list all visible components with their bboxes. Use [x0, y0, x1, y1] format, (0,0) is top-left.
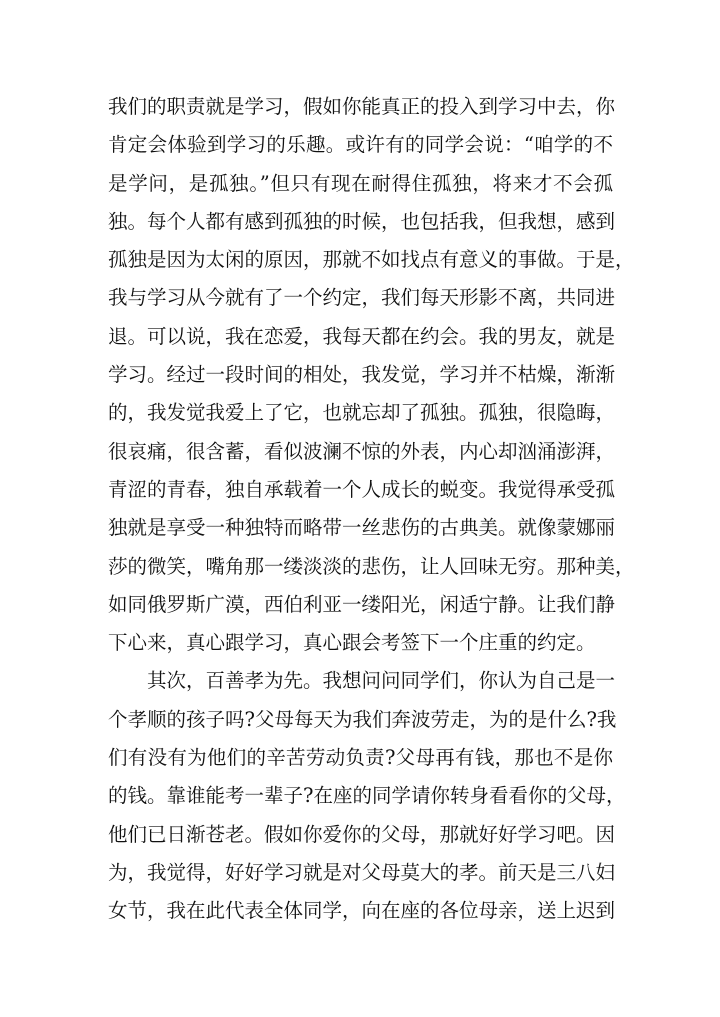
text-line: 我们的职责就是学习，假如你能真正的投入到学习中去，你: [108, 95, 616, 118]
text-line: 的，我发觉我爱上了它，也就忘却了孤独。孤独，很隐晦，: [108, 401, 616, 425]
text-line: 们有没有为他们的辛苦劳动负责?父母再有钱，那也不是你: [108, 746, 613, 770]
text-line: 是学问，是孤独。”但只有现在耐得住孤独，将来才不会孤: [108, 171, 613, 195]
text-line: 为，我觉得，好好学习就是对父母莫大的孝。前天是三八妇: [108, 860, 616, 884]
text-line: 肯定会体验到学习的乐趣。或许有的同学会说：“咱学的不: [108, 133, 613, 157]
text-line: 如同俄罗斯广漠，西伯利亚一缕阳光，闲适宁静。让我们静: [108, 592, 616, 616]
text-line: 莎的微笑，嘴角那一缕淡淡的悲伤，让人回味无穷。那种美，: [108, 554, 635, 578]
text-line: 独就是享受一种独特而略带一丝悲伤的古典美。就像蒙娜丽: [108, 516, 616, 540]
text-line: 独。每个人都有感到孤独的时候，也包括我，但我想，感到: [108, 209, 616, 233]
text-line: 个孝顺的孩子吗?父母每天为我们奔波劳走，为的是什么?我: [108, 707, 617, 731]
text-line: 退。可以说，我在恋爱，我每天都在约会。我的男友，就是: [108, 324, 616, 348]
text-line: 女节，我在此代表全体同学，向在座的各位母亲，送上迟到: [108, 899, 616, 923]
text-line: 很哀痛，很含蓄，看似波澜不惊的外表，内心却汹涌澎湃，: [108, 439, 616, 463]
text-line: 我与学习从今就有了一个约定，我们每天形影不离，共同进: [108, 286, 616, 310]
paragraph-last-line: 下心来，真心跟学习，真心跟会考签下一个庄重的约定。: [108, 631, 596, 655]
text-line: 的钱。靠谁能考一辈子?在座的同学请你转身看看你的父母，: [108, 784, 626, 808]
text-line: 孤独是因为太闲的原因，那就不如找点有意义的事做。于是，: [108, 248, 635, 272]
text-line: 青涩的青春，独自承载着一个人成长的蜕变。我觉得承受孤: [108, 477, 616, 501]
text-line: 学习。经过一段时间的相处，我发觉，学习并不枯燥，渐渐: [108, 363, 616, 387]
text-line: 他们已日渐苍老。假如你爱你的父母，那就好好学习吧。因: [108, 822, 616, 846]
body-text: [108, 88, 635, 931]
paragraph-first-line: 其次，百善孝为先。我想问问同学们，你认为自己是一: [147, 669, 616, 693]
